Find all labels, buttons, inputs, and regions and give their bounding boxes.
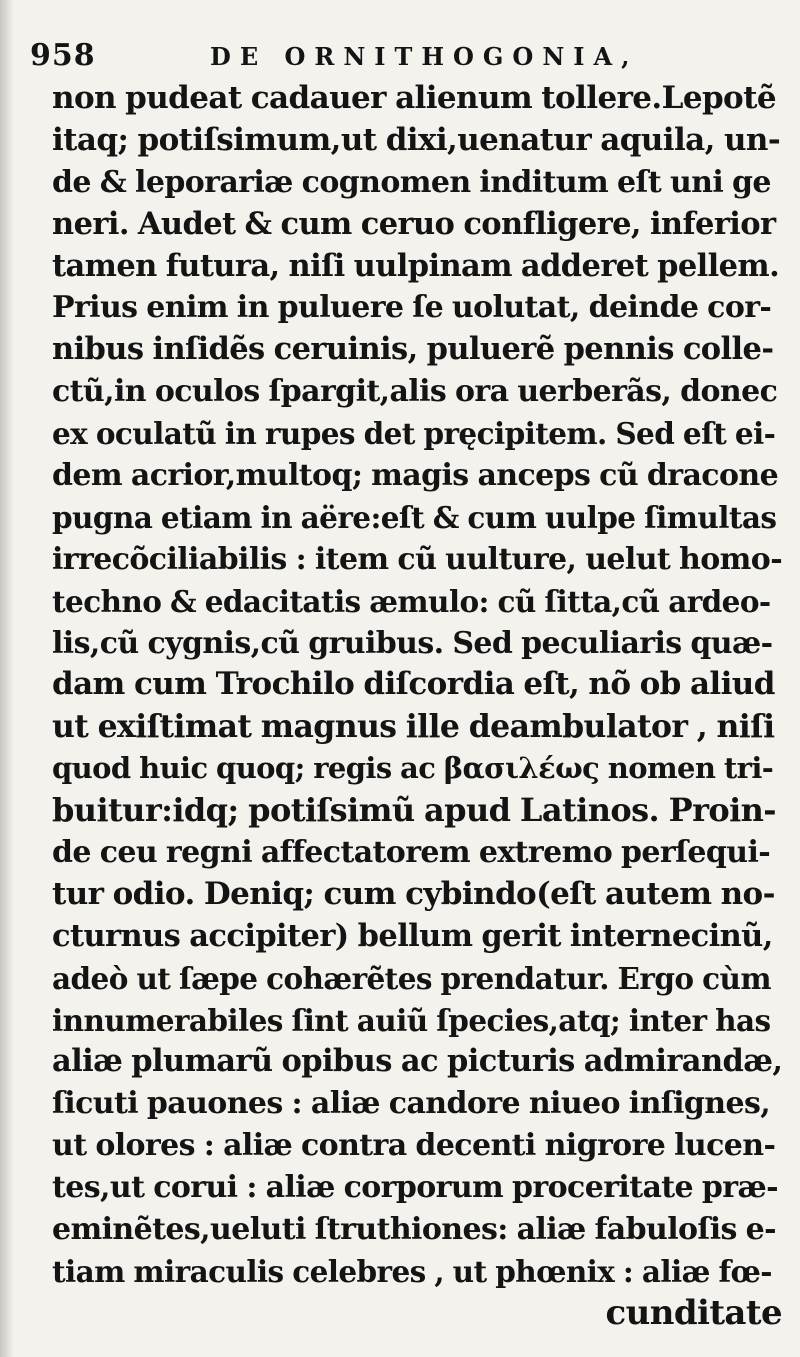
text-line: neri. Audet & cum ceruo confligere, inferior xyxy=(52,205,776,242)
text-line: ut olores : aliæ contra decenti nigrore lucen- xyxy=(52,1128,776,1164)
text-line: ex oculatũ in rupes det pręcipitem. Sed eſt ei- xyxy=(52,416,776,452)
text-line: ctũ,in oculos ſpargit,alis ora uerberãs, donec xyxy=(52,374,778,410)
text-line: irrecõciliabilis : item cũ uulture, uelut homo- xyxy=(52,541,783,577)
text-line: eminẽtes,ueluti ſtruthiones: aliæ fabuloſis e- xyxy=(52,1212,777,1248)
text-line: de & leporariæ cognomen inditum eſt uni ge xyxy=(52,164,771,200)
text-line: lis,cũ cygnis,cũ gruibus. Sed peculiaris quæ- xyxy=(52,625,773,661)
text-line: buitur:idq; potiſsimũ apud Latinos. Proin- xyxy=(52,791,776,830)
running-head xyxy=(30,38,770,78)
text-line: nibus inſidẽs ceruinis, puluerẽ pennis colle- xyxy=(52,331,774,368)
text-line: innumerabiles ſint auiũ ſpecies,atq; inter has xyxy=(52,1002,771,1038)
body-text xyxy=(52,78,782,1335)
text-line: tiam miraculis celebres , ut phœnix : aliæ fœ- xyxy=(52,1253,772,1289)
text-line: tes,ut corui : aliæ corporum proceritate præ- xyxy=(52,1170,778,1206)
text-line: itaq; potiſsimum,ut dixi,uenatur aquila, un- xyxy=(52,121,781,158)
text-line: cturnus accipiter) bellum gerit internecinũ, xyxy=(52,917,773,954)
text-line: dem acrior,multoq; magis anceps cũ dracone xyxy=(52,458,779,494)
text-line: non pudeat cadauer alienum tollere.Lepotẽ xyxy=(52,80,776,116)
text-line: de ceu regni affectatorem extremo perſequi- xyxy=(52,835,771,871)
page-number: 958 xyxy=(30,38,96,73)
text-line: ſicuti pauones : aliæ candore niueo inſignes, xyxy=(52,1086,771,1122)
text-line: dam cum Trochilo diſcordia eſt, nõ ob aliud xyxy=(52,666,775,703)
text-line: techno & edacitatis æmulo: cũ ſitta,cũ ardeo- xyxy=(52,583,771,619)
text-line: quod huic quoq; regis ac βασιλέως nomen tri- xyxy=(52,751,774,786)
text-line: pugna etiam in aëre:eſt & cum uulpe ſimultas xyxy=(52,499,777,535)
catchword: cunditate xyxy=(605,1292,782,1333)
text-line: tamen futura, niſi uulpinam adderet pellem. xyxy=(52,247,780,284)
text-line: adeò ut ſæpe cohærẽtes prendatur. Ergo cùm xyxy=(52,960,771,996)
text-line: ut exiſtimat magnus ille deambulator , niſi xyxy=(52,708,775,746)
text-line: tur odio. Deniq; cum cybindo(eſt autem no- xyxy=(52,875,775,912)
text-line: aliæ plumarũ opibus ac picturis admirandæ, xyxy=(52,1043,783,1080)
gutter-shadow xyxy=(0,0,14,1357)
running-title: DE ORNITHOGONIA, xyxy=(210,42,639,71)
text-line: Prius enim in puluere ſe uolutat, deinde cor- xyxy=(52,290,772,326)
